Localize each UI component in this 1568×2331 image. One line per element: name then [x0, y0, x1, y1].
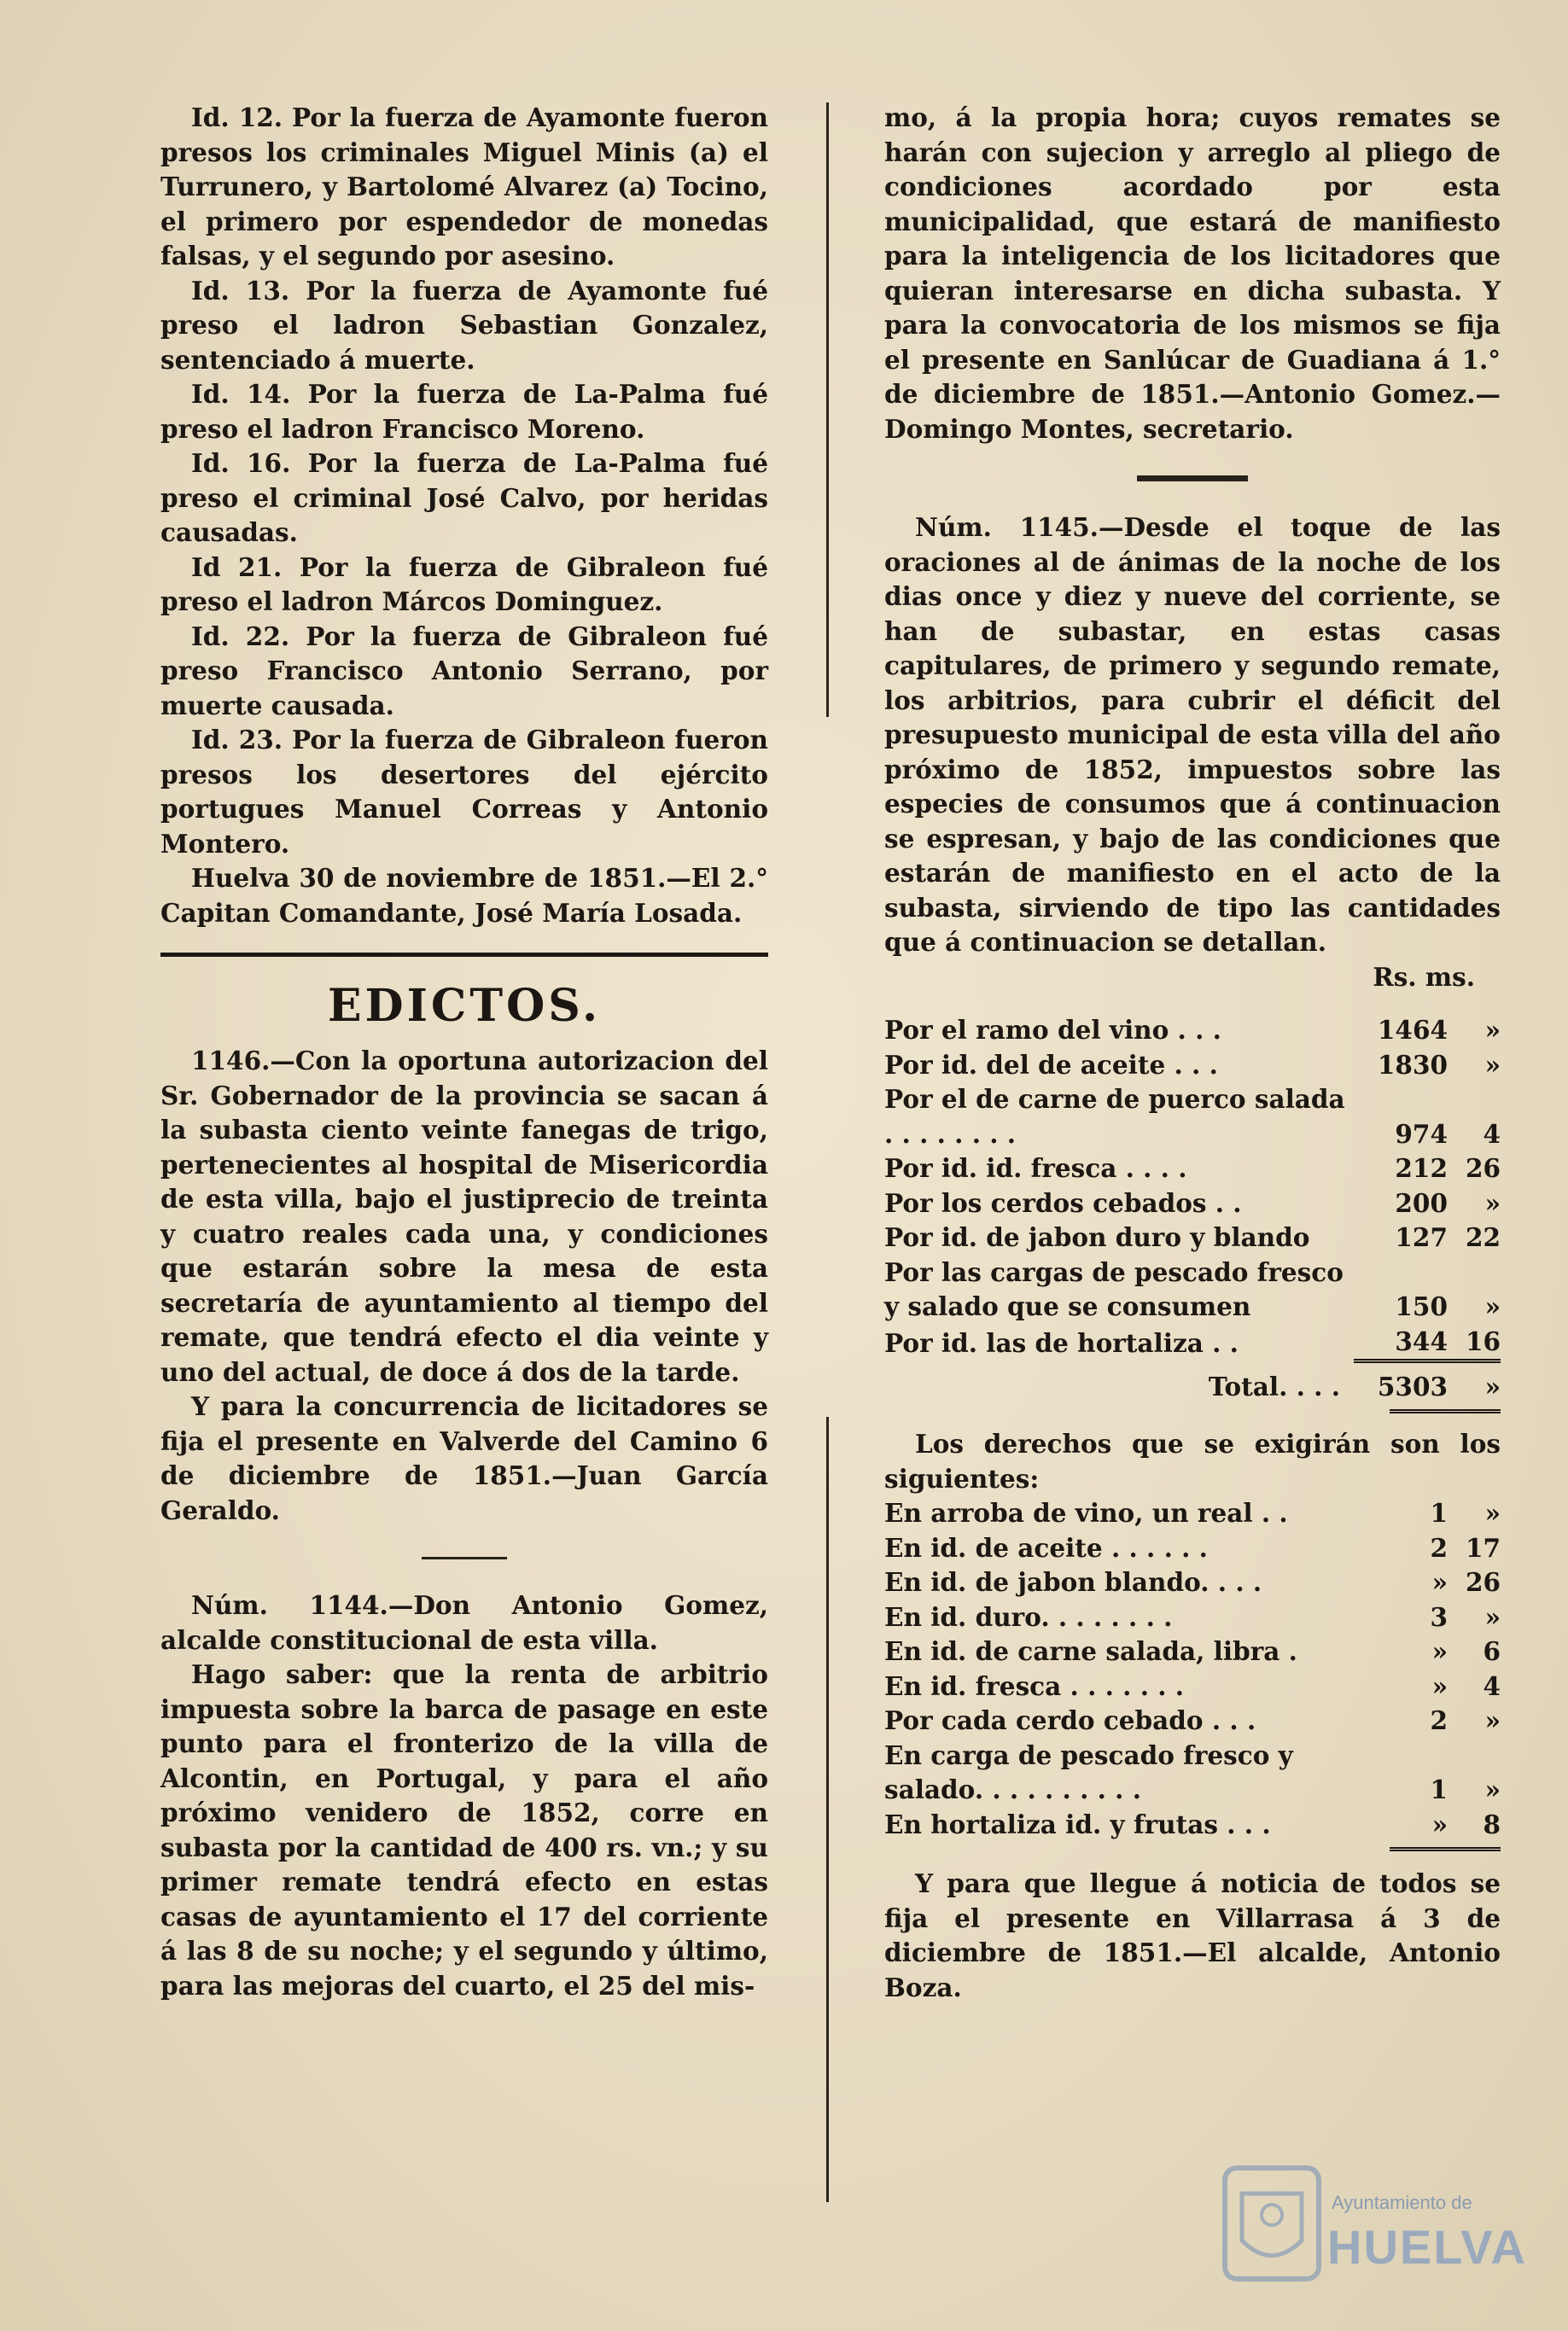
total-rs: 5303	[1354, 1361, 1448, 1405]
derechos-underline	[1390, 1842, 1501, 1851]
edicto-1144-continuation: mo, á la propia hora; cuyos remates se harán con sujecion y arreglo al pliego de condiciones acordado por esta municipalidad, que estará de manifiesto para la inteligencia de los licitadores que quieran interesarse en dicha subasta. Y para la convocatoria de los mismos se fija el presente en Sanlúcar de Guadiana á 1.° de diciembre de 1851.—Antonio Gomez.—Domingo Montes, secretario.	[884, 102, 1501, 444]
derecho-row-ms: »	[1484, 1601, 1501, 1632]
arbitrio-row-ms: »	[1484, 1015, 1501, 1045]
derecho-row-label: En carga de pescado fresco y salado. . . . . . . . . .	[884, 1740, 1293, 1804]
right-column	[884, 101, 1501, 2005]
derecho-row-label: Por cada cerdo cebado . . .	[884, 1705, 1256, 1735]
short-separator	[422, 1557, 507, 1559]
arbitrio-row-rs: 150	[1395, 1291, 1448, 1321]
total-underline	[1390, 1404, 1501, 1413]
arrest-id-13: Id. 13. Por la fuerza de Ayamonte fué preso el ladron Sebastian Gonzalez, sentenciado á muerte.	[160, 275, 768, 375]
units-header: Rs. ms.	[1373, 961, 1475, 992]
signature-huelva: Huelva 30 de noviembre de 1851.—El 2.° Capitan Comandante, José María Losada.	[160, 863, 768, 928]
arbitrio-row	[884, 1325, 1501, 1361]
derecho-row-ms: »	[1484, 1774, 1501, 1804]
arbitrio-row-label: Por id. del de aceite . . .	[884, 1049, 1218, 1080]
derecho-row-ms: 26	[1465, 1567, 1501, 1597]
arbitrio-row	[884, 1221, 1501, 1256]
arbitrio-row-label: Por los cerdos cebados . .	[884, 1187, 1242, 1218]
derechos-table	[884, 1496, 1501, 1842]
edicto-1145-body: Núm. 1145.—Desde el toque de las oraciones al de ánimas de la noche de los dias once y diez y nueve del corriente, se han de subastar, en estas casas capitulares, de primero y segundo remate, los arbitrios, para cubrir el déficit del presupuesto municipal de esta villa del año próximo de 1852, impuestos sobre las especies de consumos que á continuacion se espresan, y bajo de las condiciones que estarán de manifiesto en el acto de la subasta, sirviendo de tipo las cantidades que á continuacion se detallan.	[884, 512, 1501, 957]
arbitrio-row-ms: 16	[1465, 1326, 1501, 1356]
arbitrio-row-label: Por id. id. fresca . . . .	[884, 1153, 1187, 1183]
arrest-id-14: Id. 14. Por la fuerza de La-Palma fué preso el ladron Francisco Moreno.	[160, 379, 768, 444]
derecho-row-rs: 3	[1430, 1601, 1448, 1632]
derecho-row-label: En arroba de vino, un real . .	[884, 1498, 1288, 1528]
edicto-1146-closing: Y para la concurrencia de licitadores se fija el presente en Valverde del Camino 6 de diciembre de 1851.—Juan García Geraldo.	[160, 1391, 768, 1525]
arbitrio-row-rs: 212	[1395, 1153, 1448, 1183]
top-column-rule	[826, 102, 829, 717]
arbitrio-row-label: Por el de carne de puerco salada . . . . . . . .	[884, 1084, 1345, 1149]
derecho-row	[884, 1739, 1501, 1808]
derecho-row-ms: »	[1484, 1705, 1501, 1735]
arbitrio-row-label: Por id. de jabon duro y blando	[884, 1222, 1310, 1252]
arrest-id-23: Id. 23. Por la fuerza de Gibraleon fueron presos los desertores del ejército portugues Manuel Correas y Antonio Montero.	[160, 725, 768, 859]
derecho-row-ms: »	[1484, 1498, 1501, 1528]
closing-villarrasa: Y para que llegue á noticia de todos se fija el presente en Villarrasa á 3 de diciembre de 1851.—El alcalde, Antonio Boza.	[884, 1868, 1501, 2002]
derecho-row-rs: »	[1431, 1567, 1448, 1597]
watermark-line1: Ayuntamiento de	[1332, 2192, 1472, 2213]
derecho-row	[884, 1496, 1501, 1531]
bottom-column-rule	[826, 1417, 829, 2202]
total-row	[884, 1361, 1501, 1405]
arbitrio-row	[884, 1082, 1501, 1151]
arbitrio-row-ms: »	[1484, 1291, 1501, 1321]
arrest-id-22: Id. 22. Por la fuerza de Gibraleon fué preso Francisco Antonio Serrano, por muerte causada.	[160, 621, 768, 720]
arbitrio-row-ms: »	[1484, 1049, 1501, 1080]
derecho-row-ms: 8	[1483, 1809, 1501, 1839]
arbitrio-row-ms: »	[1484, 1187, 1501, 1218]
derecho-row	[884, 1670, 1501, 1705]
arbitrio-row-rs: 1830	[1377, 1049, 1448, 1080]
total-label: Total. . . .	[1208, 1371, 1340, 1402]
total-ms: »	[1448, 1361, 1501, 1405]
derecho-row	[884, 1531, 1501, 1566]
edicto-1144-body: Hago saber: que la renta de arbitrio impuesta sobre la barca de pasage en este punto para el fronterizo de la villa de Alcontin, en Portugal, y para el año próximo venidero de 1852, corre en subasta por la cantidad de 400 rs. vn.; y su primer remate tendrá efecto en estas casas de ayuntamiento el 17 del corriente á las 8 de su noche; y el segundo y último, para las mejoras del cuarto, el 25 del mis-	[160, 1659, 768, 2001]
short-separator	[1137, 475, 1248, 481]
derecho-row	[884, 1600, 1501, 1635]
edicto-1146-body: 1146.—Con la oportuna autorizacion del Sr. Gobernador de la provincia se sacan á la subasta ciento veinte fanegas de trigo, pertenecientes al hospital de Misericordia de esta villa, bajo el justiprecio de treinta y cuatro reales cada una, y condiciones que estarán sobre la mesa de esta secretaría de ayuntamiento al tiempo del remate, que tendrá efecto el dia veinte y uno del actual, de doce á dos de la tarde.	[160, 1046, 768, 1387]
arrest-id-12: Id. 12. Por la fuerza de Ayamonte fueron presos los criminales Miguel Minis (a) el Turrunero, y Bartolomé Alvarez (a) Tocino, el primero por espendedor de monedas falsas, y el segundo por asesino.	[160, 102, 768, 271]
derecho-row-rs: »	[1431, 1670, 1448, 1701]
watermark-line2: HUELVA	[1327, 2220, 1527, 2274]
derecho-row	[884, 1565, 1501, 1600]
derecho-row-label: En id. de aceite . . . . . .	[884, 1532, 1208, 1563]
arbitrio-row	[884, 1256, 1501, 1325]
arbitrio-row-rs: 344	[1395, 1326, 1448, 1356]
section-divider	[160, 953, 768, 957]
arbitrio-row	[884, 1048, 1501, 1083]
arbitrio-row-label: Por el ramo del vino . . .	[884, 1015, 1221, 1045]
derecho-row-ms: 17	[1465, 1532, 1501, 1563]
derecho-row	[884, 1808, 1501, 1843]
derecho-row-rs: »	[1431, 1636, 1448, 1666]
arbitrio-row-rs: 127	[1395, 1222, 1448, 1252]
derecho-row-label: En id. de jabon blando. . . .	[884, 1567, 1262, 1597]
edicto-1144-header: Núm. 1144.—Don Antonio Gomez, alcalde constitucional de esta villa.	[160, 1590, 768, 1655]
derecho-row	[884, 1635, 1501, 1670]
arbitrio-row-label: Por id. las de hortaliza . .	[884, 1328, 1239, 1358]
arbitrios-table	[884, 1013, 1501, 1404]
derecho-row-ms: 6	[1483, 1636, 1501, 1666]
derecho-row-ms: 4	[1483, 1670, 1501, 1701]
arrest-id-21: Id 21. Por la fuerza de Gibraleon fué preso el ladron Márcos Dominguez.	[160, 551, 768, 616]
derecho-row-rs: 1	[1430, 1774, 1448, 1804]
arbitrio-row	[884, 1013, 1501, 1048]
arbitrio-row-rs: 200	[1395, 1187, 1448, 1218]
derecho-row-rs: 1	[1430, 1498, 1448, 1528]
arbitrio-row-rs: 1464	[1377, 1015, 1448, 1045]
arbitrio-row-ms: 4	[1483, 1118, 1501, 1149]
derechos-intro: Los derechos que se exigirán son los siguientes:	[884, 1429, 1501, 1494]
arrest-id-16: Id. 16. Por la fuerza de La-Palma fué preso el criminal José Calvo, por heridas causadas.	[160, 448, 768, 547]
derecho-row-label: En id. fresca . . . . . . .	[884, 1670, 1185, 1701]
derecho-row-rs: 2	[1430, 1532, 1448, 1563]
derecho-row-label: En id. de carne salada, libra .	[884, 1636, 1297, 1666]
arbitrio-row-ms: 22	[1465, 1222, 1501, 1252]
arbitrio-row	[884, 1151, 1501, 1186]
arbitrio-row	[884, 1186, 1501, 1221]
derecho-row-rs: 2	[1430, 1705, 1448, 1735]
derecho-row	[884, 1704, 1501, 1739]
arbitrio-row-label: Por las cargas de pescado fresco y salado que se consumen	[884, 1256, 1344, 1321]
derecho-row-label: En hortaliza id. y frutas . . .	[884, 1809, 1271, 1839]
derecho-row-rs: »	[1431, 1809, 1448, 1839]
left-column	[160, 101, 768, 2003]
edictos-heading: EDICTOS.	[327, 980, 602, 1032]
arbitrio-row-rs: 974	[1395, 1118, 1448, 1149]
arbitrio-row-ms: 26	[1465, 1153, 1501, 1183]
derecho-row-label: En id. duro. . . . . . . .	[884, 1601, 1173, 1632]
